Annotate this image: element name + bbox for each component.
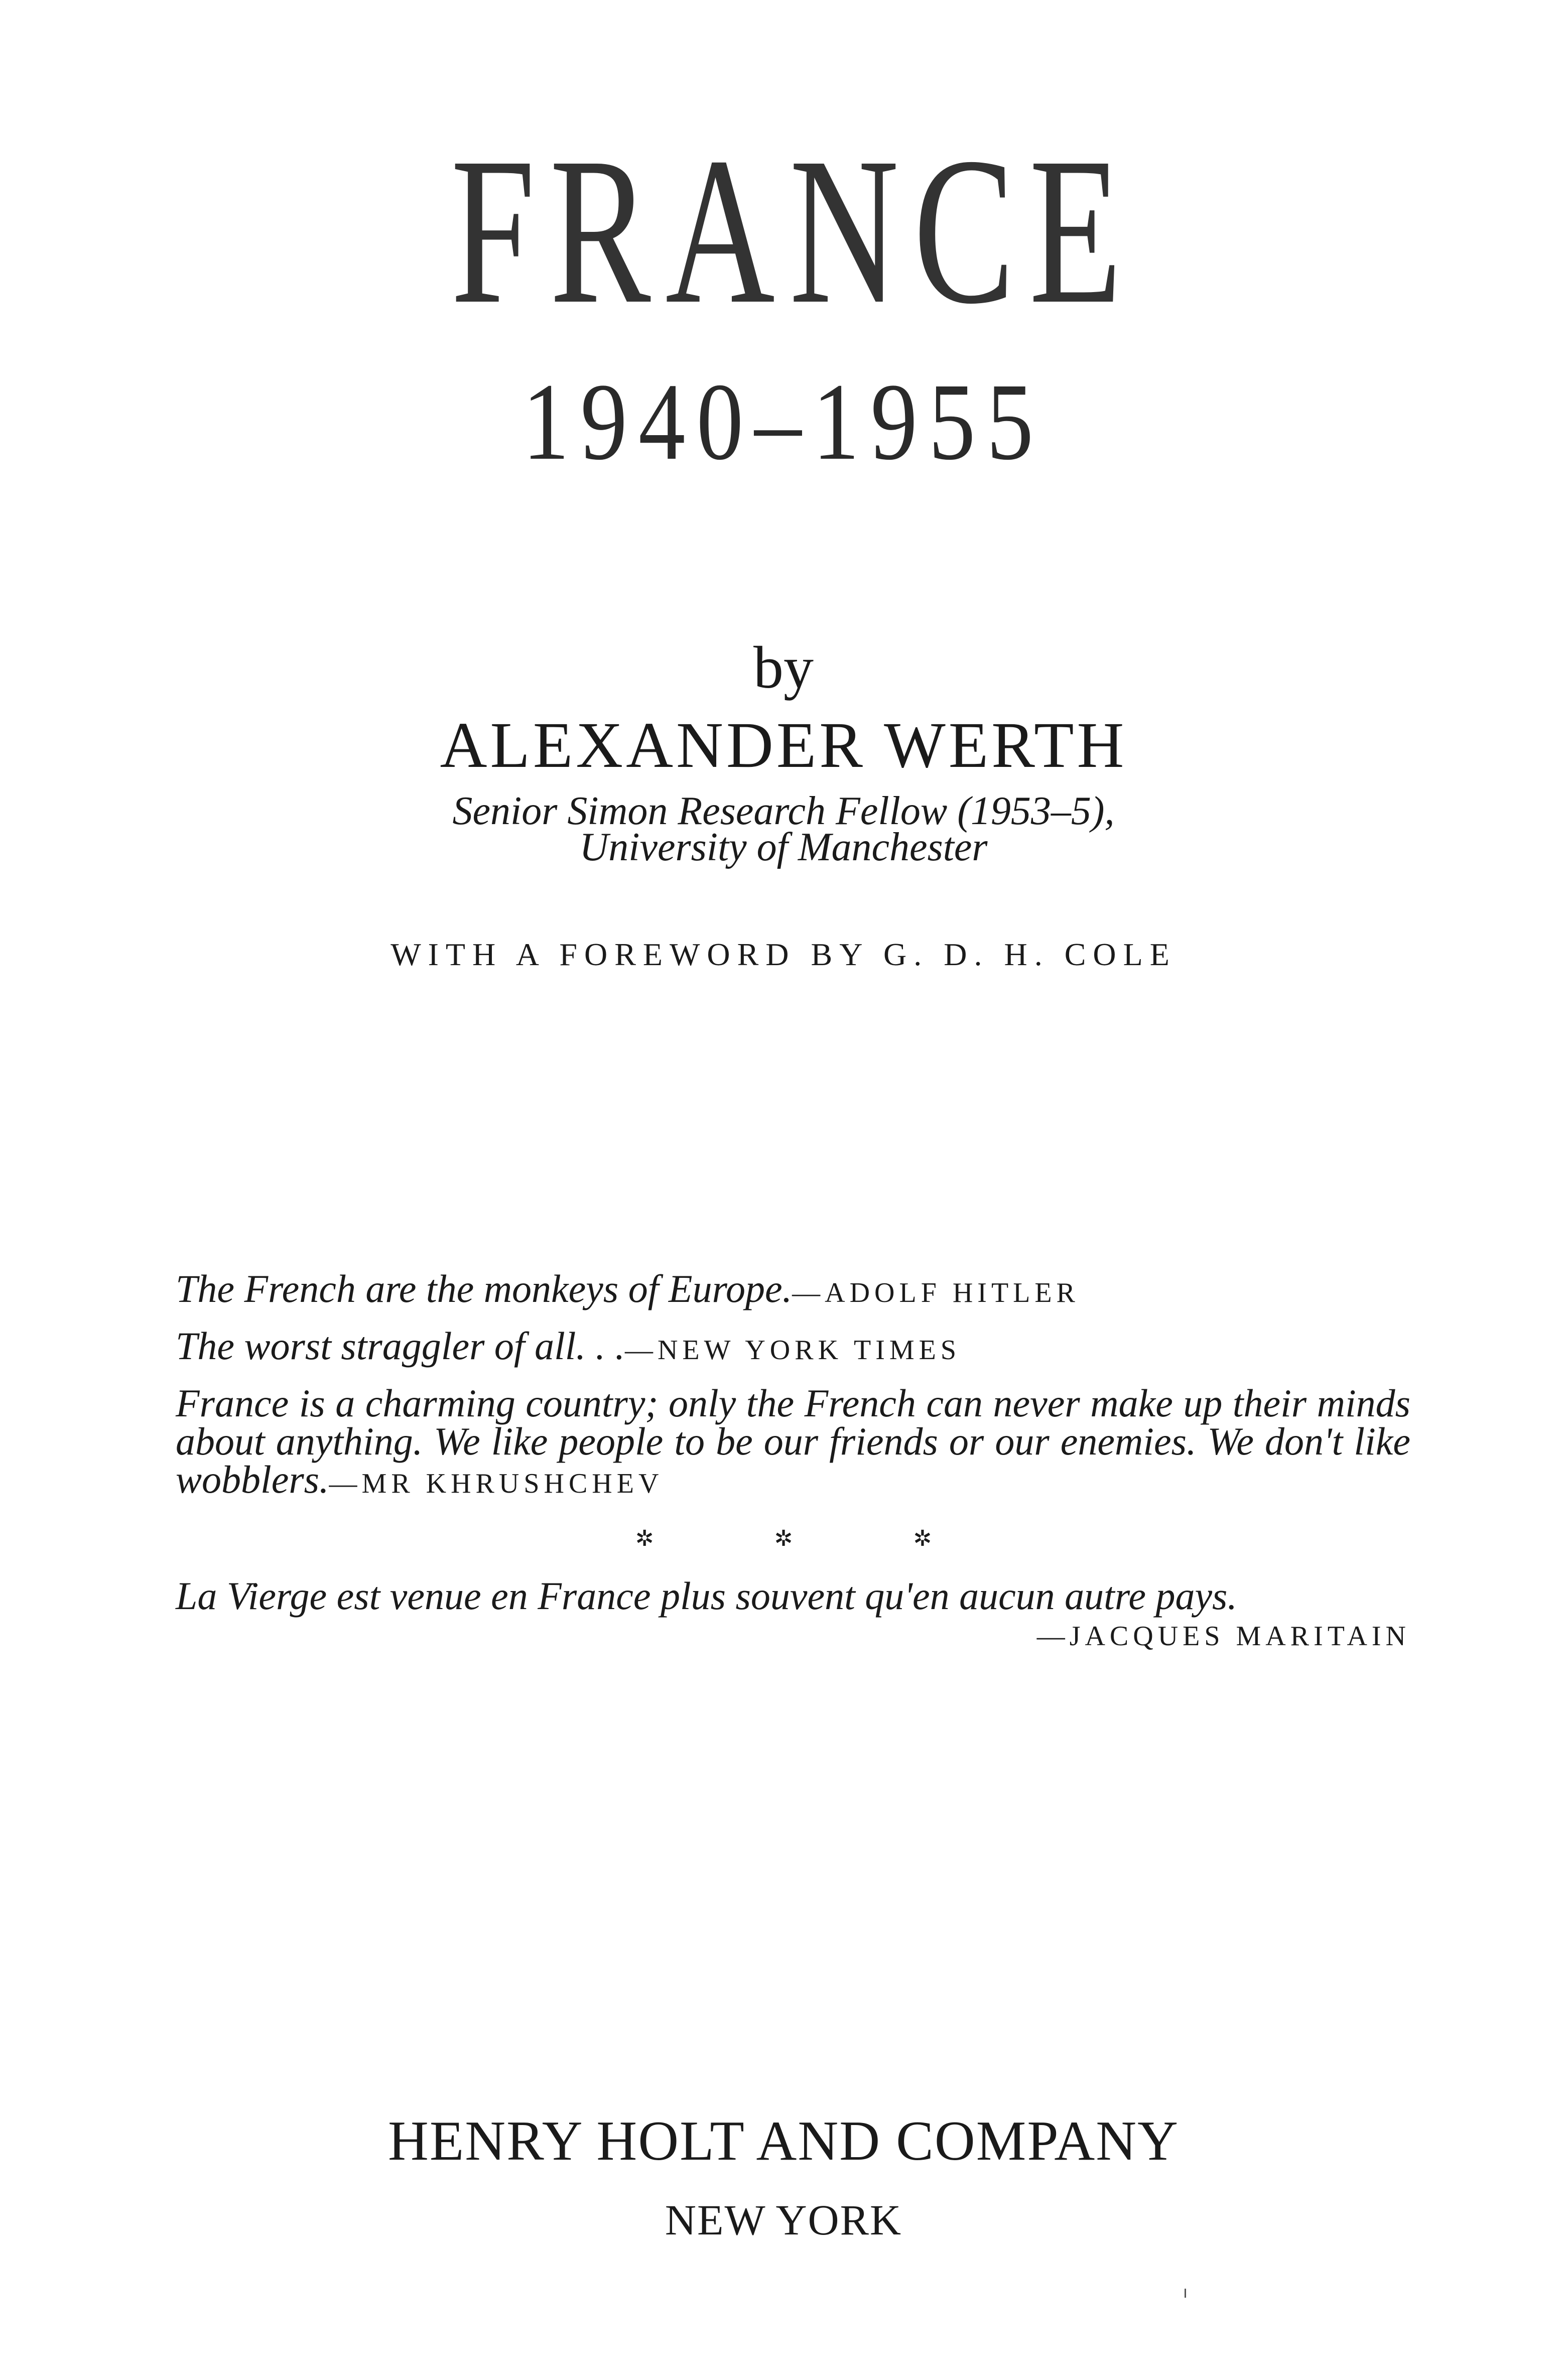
book-years: 1940–1955 [522, 360, 1045, 483]
final-epigraph [176, 1576, 1410, 1656]
epigraph-source: —JACQUES MARITAIN [1036, 1621, 1410, 1652]
epigraph-text: The worst straggler of all. . . [176, 1324, 625, 1368]
epigraph-source: —NEW YORK TIMES [624, 1335, 961, 1366]
publisher-name: HENRY HOLT AND COMPANY [387, 2110, 1179, 2172]
epigraph-source: —MR KHRUSHCHEV [329, 1468, 664, 1499]
epigraph [176, 1267, 1410, 1312]
epigraph-source: —ADOLF HITLER [792, 1277, 1080, 1308]
separator [0, 1526, 1567, 1551]
by-line: by [753, 634, 814, 701]
author-affiliation [0, 789, 1567, 869]
affiliation-line-2: University of Manchester [579, 825, 988, 869]
book-title: FRANCE [451, 114, 1136, 347]
star-ornament-icon: ✲ [635, 1526, 654, 1551]
epigraph [176, 1324, 1410, 1369]
print-speck [1185, 2289, 1186, 2298]
epigraph-text: France is a charming country; only the French can never make up their minds about anything. We like people to be our friends or our enemies. We don't like wobblers. [176, 1381, 1410, 1501]
foreword-credit: WITH A FOREWORD BY G. D. H. COLE [390, 937, 1177, 972]
epigraph [176, 1381, 1410, 1503]
publisher-city: NEW YORK [665, 2196, 902, 2244]
star-ornament-icon: ✲ [774, 1526, 793, 1551]
affiliation-line-1: Senior Simon Research Fellow (1953–5), [452, 789, 1115, 833]
star-ornament-icon: ✲ [913, 1526, 932, 1551]
epigraph-text: La Vierge est venue en France plus souvent qu'en aucun autre pays. [176, 1574, 1237, 1618]
epigraph-text: The French are the monkeys of Europe. [176, 1267, 793, 1310]
author-name: ALEXANDER WERTH [440, 709, 1127, 781]
epigraph-list [176, 1267, 1410, 1518]
